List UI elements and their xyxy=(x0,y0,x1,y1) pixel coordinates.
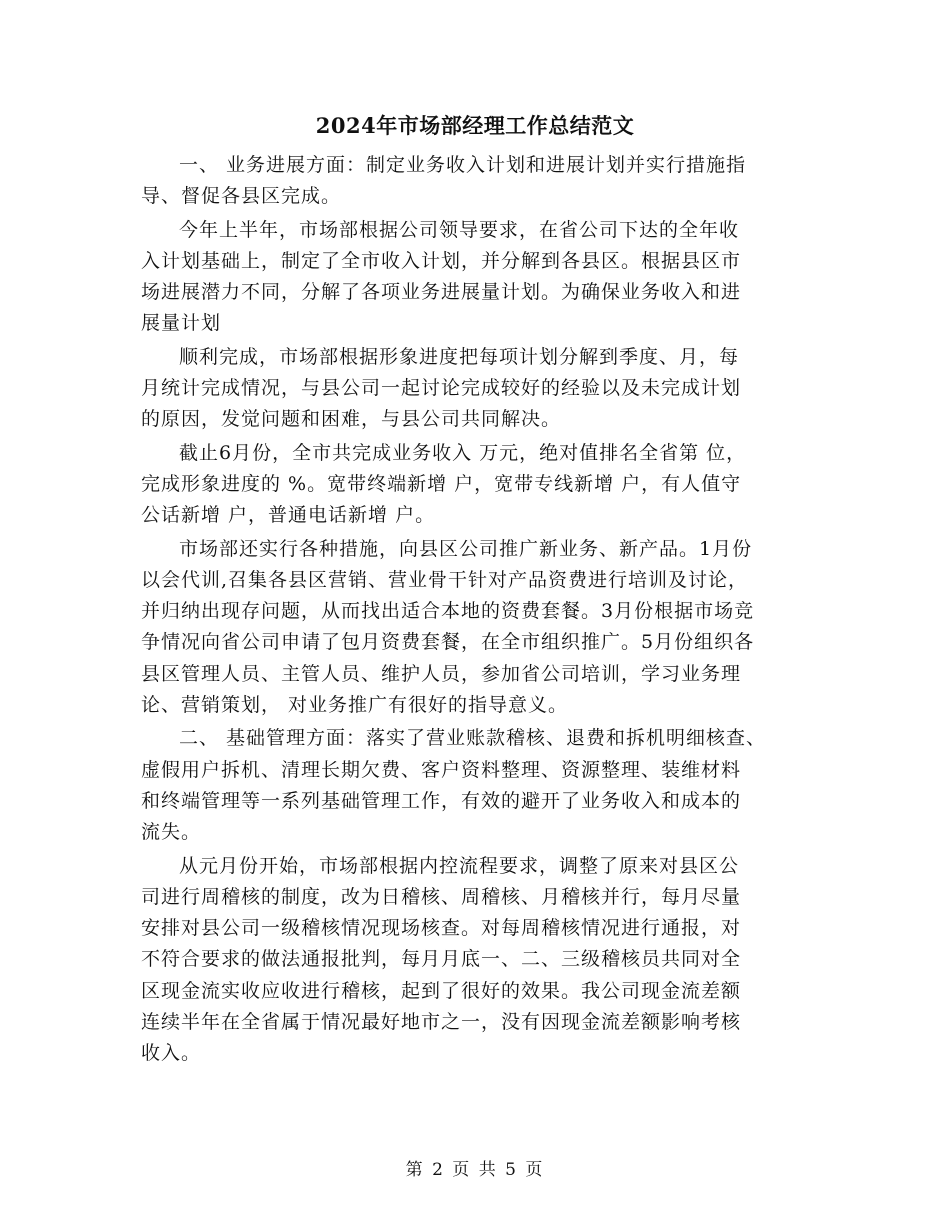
paragraph-line: 二、 基础管理方面：落实了营业账款稽核、退费和拆机明细核查、 xyxy=(179,727,767,750)
paragraph-line: 县区管理人员、主管人员、维护人员，参加省公司培训，学习业务理 xyxy=(141,662,742,685)
paragraph-line: 顺利完成，市场部根据形象进度把每项计划分解到季度、月，每 xyxy=(179,345,740,368)
paragraph xyxy=(141,534,821,722)
paragraph-line: 公话新增 户，普通电话新增 户。 xyxy=(141,504,436,527)
paragraph xyxy=(141,851,821,1070)
paragraph-line: 和终端管理等一系列基础管理工作，有效的避开了业务收入和成本的 xyxy=(141,789,742,812)
paragraph xyxy=(141,150,821,213)
paragraph-line: 的原因，发觉问题和困难，与县公司共同解决。 xyxy=(141,408,562,431)
document-title: 2024年市场部经理工作总结范文 xyxy=(315,113,635,138)
paragraph-line: 收入。 xyxy=(141,1042,202,1065)
paragraph-line: 月统计完成情况，与县公司一起讨论完成较好的经验以及未完成计划 xyxy=(141,377,742,400)
paragraph-line: 导、督促各县区完成。 xyxy=(141,185,342,208)
paragraph xyxy=(141,215,821,340)
paragraph-line: 安排对县公司一级稽核情况现场核查。对每周稽核情况进行通报，对 xyxy=(141,917,742,940)
paragraph-line: 截止6月份，全市共完成业务收入 万元，绝对值排名全省第 位， xyxy=(179,441,747,464)
paragraph-line: 司进行周稽核的制度，改为日稽核、周稽核、月稽核并行，每月尽量 xyxy=(141,885,742,908)
paragraph xyxy=(141,438,821,532)
paragraph-line: 区现金流实收应收进行稽核，起到了很好的效果。我公司现金流差额 xyxy=(141,979,742,1002)
paragraph-line: 争情况向省公司申请了包月资费套餐，在全市组织推广。5月份组织各 xyxy=(141,631,755,654)
paragraph xyxy=(141,342,821,436)
paragraph-line: 展量计划 xyxy=(141,312,222,335)
paragraph-line: 并归纳出现存问题，从而找出适合本地的资费套餐。3月份根据市场竞 xyxy=(141,600,755,623)
paragraph-line: 一、 业务进展方面：制定业务收入计划和进展计划并实行措施指 xyxy=(179,154,747,176)
paragraph-line: 论、营销策划， 对业务推广有很好的指导意义。 xyxy=(141,694,569,717)
paragraph-line: 入计划基础上，制定了全市收入计划，并分解到各县区。根据县区市 xyxy=(141,249,742,272)
paragraph xyxy=(141,723,821,848)
paragraph-line: 虚假用户拆机、清理长期欠费、客户资料整理、资源整理、装维材料 xyxy=(141,758,742,781)
paragraph-line: 市场部还实行各种措施，向县区公司推广新业务、新产品。1月份 xyxy=(179,537,753,560)
paragraph-line: 连续半年在全省属于情况最好地市之一，没有因现金流差额影响考核 xyxy=(141,1011,742,1034)
paragraph-line: 流失。 xyxy=(141,821,202,844)
paragraph-line: 今年上半年，市场部根据公司领导要求，在省公司下达的全年收 xyxy=(179,218,740,241)
paragraph-line: 场进展潜力不同，分解了各项业务进展量计划。为确保业务收入和进 xyxy=(141,281,742,304)
paragraph-line: 以会代训,召集各县区营销、营业骨干针对产品资费进行培训及讨论， xyxy=(141,568,749,591)
paragraph-line: 不符合要求的做法通报批判，每月月底一、二、三级稽核员共同对全 xyxy=(141,948,742,971)
document-body xyxy=(141,150,821,1072)
page-indicator: 第 2 页 共 5 页 xyxy=(405,1160,545,1180)
paragraph-line: 从元月份开始，市场部根据内控流程要求，调整了原来对县区公 xyxy=(179,854,740,877)
paragraph-line: 完成形象进度的 %。宽带终端新增 户，宽带专线新增 户，有人值守 xyxy=(141,472,742,495)
